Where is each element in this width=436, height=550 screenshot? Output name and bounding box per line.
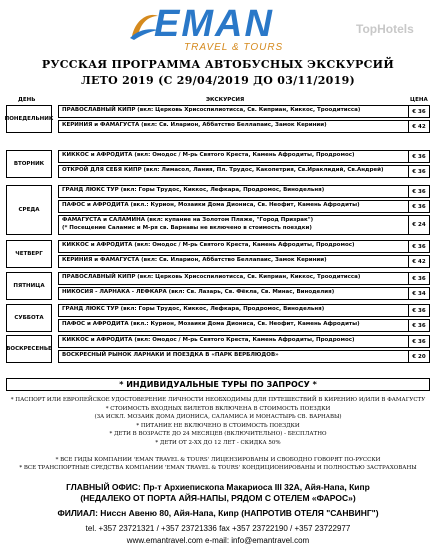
day-label: ЧЕТВЕРГ xyxy=(6,240,52,268)
excursion-name: ГРАНД ЛЮКС ТУР (вкл: Горы Трудос, Киккос, Лефкара, Продромос, Винодельня) xyxy=(62,187,325,193)
excursion-rows xyxy=(58,240,430,270)
excursion-name: КЕРИНИЯ и ФАМАГУСТА (вкл: Св. Иларион, Аббатство Беллапаис, Замок Керинии) xyxy=(62,257,327,263)
watermark: TopHotels xyxy=(356,22,414,36)
excursion-name: ФАМАГУСТА и САЛАМИНА (вкл: купание на Золотом Пляже, "Город Призрак") xyxy=(62,217,314,223)
excursion-price: € 36 xyxy=(408,151,429,162)
day-label: СРЕДА xyxy=(6,185,52,235)
table-row xyxy=(58,120,430,133)
contact-web: www.emantravel.com e-mail: info@emantravel.com xyxy=(126,536,310,545)
day-label: ВОСКРЕСЕНЬЕ xyxy=(6,335,52,363)
note-line: * ДЕТИ В ВОЗРАСТЕ ДО 24 МЕСЯЦЕВ (ВКЛЮЧИТЕЛЬНО) - БЕСПЛАТНО xyxy=(109,431,327,438)
excursion-price: € 36 xyxy=(408,320,429,331)
excursion-price: € 20 xyxy=(408,351,429,362)
excursion-price: € 36 xyxy=(408,305,429,316)
header-day: ДЕНЬ xyxy=(18,97,36,103)
table-header xyxy=(6,95,430,105)
excursion-name: КИККОС и АФРОДИТА (вкл: Омодос / М-рь Святого Креста, Камень Афродиты, Продромос) xyxy=(62,152,355,158)
table-row xyxy=(58,335,430,348)
excursion-price: € 36 xyxy=(408,166,429,177)
table-row xyxy=(58,105,430,118)
excursion-price: € 42 xyxy=(408,121,429,132)
note-line: (ЗА ИСКЛ. МОЗАИК ДОМА ДИОНИСА, САЛАМИСА И МОНАСТЫРЬ СВ. ВАРНАВЫ) xyxy=(94,414,342,421)
table-row xyxy=(58,287,430,300)
table-row xyxy=(58,350,430,363)
excursion-price: € 36 xyxy=(408,186,429,197)
excursion-price: € 42 xyxy=(408,256,429,267)
excursion-name: ОТКРОЙ ДЛЯ СЕБЯ КИПР (вкл: Лимасол, Лания, Пл. Трудос, Какопетрия, Св.Ираклидий, Св.Андрей) xyxy=(62,167,384,173)
table-row xyxy=(58,215,430,235)
excursion-name: ПРАВОСЛАВНЫЙ КИПР (вкл: Церковь Хрисоспилиотисса, Св. Киприан, Киккос, Троодитисса) xyxy=(62,274,361,280)
excursion-price: € 34 xyxy=(408,288,429,299)
note-line: * СТОИМОСТЬ ВХОДНЫХ БИЛЕТОВ ВКЛЮЧЕНА В СТОИМОСТЬ ПОЕЗДКИ xyxy=(105,405,331,412)
excursion-name: НИКОСИЯ - ЛАРНАКА - ЛЕФКАРА (вкл: Св. Лазарь, Св. Фёкла, Св. Минас, Виноделия) xyxy=(62,289,335,295)
table-row xyxy=(58,255,430,268)
excursion-price: € 36 xyxy=(408,273,429,284)
excursion-name: ВОСКРЕСНЫЙ РЫНОК ЛАРНАКИ И ПОЕЗДКА В «ПАРК ВЕРБЛЮДОВ» xyxy=(62,352,279,358)
excursion-rows xyxy=(58,272,430,302)
excursion-price: € 36 xyxy=(408,201,429,212)
table-row xyxy=(58,319,430,332)
note-line xyxy=(6,448,430,456)
excursion-price: € 36 xyxy=(408,336,429,347)
day-label: ПЯТНИЦА xyxy=(6,272,52,300)
main-office-address: ГЛАВНЫЙ ОФИС: Пр-т Архиепископа Макариоса III 32А, Айя-Напа, Кипр xyxy=(66,482,370,492)
main-office-location: (НЕДАЛЕКО ОТ ПОРТА АЙЯ-НАПЫ, РЯДОМ С ОТЕЛЕМ «ФАРОС») xyxy=(80,493,356,503)
individual-tours-banner: * ИНДИВИДУАЛЬНЫЕ ТУРЫ ПО ЗАПРОСУ * xyxy=(6,378,430,391)
excursion-note: (* Посещение Саламис и М-ря св. Варнавы не включено в стоимость поездки) xyxy=(62,224,312,231)
season-title: ЛЕТО 2019 (С 29/04/2019 ДО 03/11/2019) xyxy=(80,74,356,87)
note-line: * ВСЕ ГИДЫ КОМПАНИИ 'EMAN TRAVEL & TOURS' ЛИЦЕНЗИРОВАНЫ И СВОБОДНО ГОВОРЯТ ПО-РУССКИ xyxy=(55,456,381,463)
excursion-name: ГРАНД ЛЮКС ТУР (вкл: Горы Трудос, Киккос, Лефкара, Продромос, Винодельня) xyxy=(62,306,325,312)
excursion-price: € 24 xyxy=(408,216,429,234)
program-title: РУССКАЯ ПРОГРАММА АВТОБУСНЫХ ЭКСКУРСИЙ xyxy=(41,58,395,71)
logo-subtitle: TRAVEL & TOURS xyxy=(184,42,284,53)
logo-word: EMAN xyxy=(154,3,274,45)
day-label: СУББОТА xyxy=(6,304,52,332)
note-line: * ВСЕ ТРАНСПОРТНЫЕ СРЕДСТВА КОМПАНИИ 'EMAN TRAVEL & TOURS' КОНДИЦИОНИРОВАНЫ И ПОЛНОСТЬЮ ЗАСТРАХОВАНЫ xyxy=(19,465,417,472)
note-line: * ДЕТИ ОТ 2-ХХ ДО 12 ЛЕТ - СКИДКА 50% xyxy=(155,439,281,446)
table-row xyxy=(58,150,430,163)
header-price: ЦЕНА xyxy=(410,97,428,103)
excursion-name: КЕРИНИЯ и ФАМАГУСТА (вкл: Св. Иларион, Аббатство Беллапаис, Замок Керинии) xyxy=(62,122,327,128)
excursion-name: ПАФОС и АФРОДИТА (вкл.: Курион, Мозаики Дома Диониса, Св. Неофит, Камень Афродиты) xyxy=(62,202,360,208)
excursion-name: ПАФОС и АФРОДИТА (вкл.: Курион, Мозаики Дома Диониса, Св. Неофит, Камень Афродиты) xyxy=(62,321,360,327)
day-label: ВТОРНИК xyxy=(6,150,52,178)
excursion-rows xyxy=(58,185,430,237)
excursion-name: ПРАВОСЛАВНЫЙ КИПР (вкл: Церковь Хрисоспилиотисса, Св. Киприан, Киккос, Троодитисса) xyxy=(62,107,361,113)
excursion-price: € 36 xyxy=(408,106,429,117)
table-row xyxy=(58,185,430,198)
excursion-price: € 36 xyxy=(408,241,429,252)
company-logo xyxy=(128,4,310,54)
excursion-rows xyxy=(58,304,430,334)
day-label: ПОНЕДЕЛЬНИК xyxy=(6,105,52,133)
header-excursion: ЭКСКУРСИЯ xyxy=(206,97,245,103)
excursion-rows xyxy=(58,105,430,135)
excursion-rows xyxy=(58,150,430,180)
note-line: * ПАСПОРТ ИЛИ ЕВРОПЕЙСКОЕ УДОСТОВЕРЕНИЕ ЛИЧНОСТИ НЕОБХОДИМЫ ДЛЯ ПУТЕШЕСТВИЙ В КИРЕНИЮ И/ИЛИ В ФАМАГУСТУ xyxy=(10,397,426,403)
table-row xyxy=(58,272,430,285)
contact-phones: tel. +357 23721321 / +357 23721336 fax +357 23722190 / +357 23722977 xyxy=(85,524,351,533)
table-row xyxy=(58,200,430,213)
excursion-rows xyxy=(58,335,430,365)
table-row xyxy=(58,304,430,317)
notes-section xyxy=(6,396,430,473)
excursion-name: КИККОС и АФРОДИТА (вкл: Омодос / М-рь Святого Креста, Камень Афродиты, Продромос) xyxy=(62,242,355,248)
note-line: * ПИТАНИЕ НЕ ВКЛЮЧЕНО В СТОИМОСТЬ ПОЕЗДКИ xyxy=(136,422,300,429)
table-row xyxy=(58,165,430,178)
excursion-name: КИККОС и АФРОДИТА (вкл: Омодос / М-рь Святого Креста, Камень Афродиты, Продромос) xyxy=(62,337,355,343)
branch-address: ФИЛИАЛ: Ниссн Авеню 80, Айя-Напа, Кипр (НАПРОТИВ ОТЕЛЯ "САНВИНГ") xyxy=(57,508,379,518)
table-row xyxy=(58,240,430,253)
